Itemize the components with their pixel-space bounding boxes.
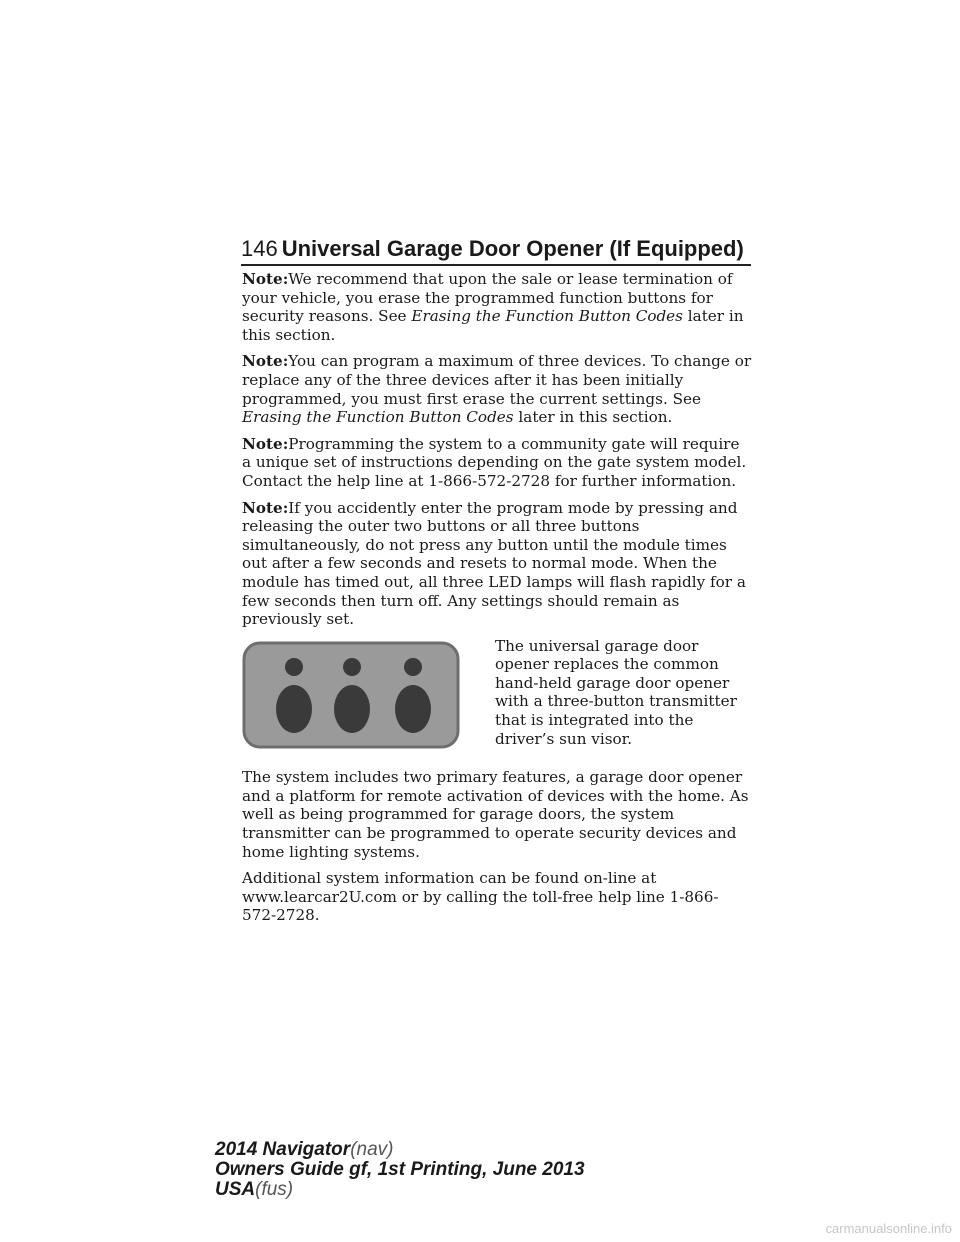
- figure-caption: The universal garage door opener replaces the common hand-held garage door opener with a three-button transmitter that is integrated into the driver’s sun visor.: [495, 636, 737, 748]
- cross-reference-link[interactable]: Erasing the Function Button Codes: [411, 307, 683, 326]
- note-text: If you accidently enter the program mode by pressing and releasing the outer two buttons or all three buttons simultaneously, do not press any button until the module times out after a few seconds and resets to normal mode. When the module has timed out, all three LED lamps will flash rapidly for a few seconds then turn off. Any settings should remain as previously set.: [242, 498, 746, 629]
- note-text: later in this section.: [242, 307, 744, 344]
- function-button-2[interactable]: [334, 685, 370, 733]
- note-text: later in this section.: [513, 408, 673, 427]
- figure-row: [242, 637, 752, 757]
- footer-line: [215, 1140, 585, 1160]
- footer-line: [215, 1160, 585, 1180]
- footer-model-code: (nav): [350, 1139, 394, 1160]
- body-paragraph: Additional system information can be found on-line at www.learcar2U.com or by calling the toll-free help line 1-866-572-2728.: [242, 869, 719, 925]
- note-paragraph: [242, 270, 752, 344]
- page-footer: [215, 1140, 585, 1200]
- note-label: Note:: [242, 270, 289, 288]
- footer-printing: Owners Guide gf, 1st Printing, June 2013: [215, 1159, 585, 1180]
- note-label: Note:: [242, 498, 289, 517]
- footer-line: [215, 1180, 585, 1200]
- note-text: Programming the system to a community gate will require a unique set of instructions depending on the gate system model. Contact the help line at 1-866-572-2728 for further information.: [242, 434, 747, 490]
- led-indicator-3-icon: [404, 658, 422, 676]
- page-header: [241, 230, 751, 266]
- note-paragraph: [242, 499, 752, 629]
- watermark: carmanualsonline.info: [825, 1221, 952, 1236]
- page-content: [242, 270, 752, 933]
- note-paragraph: [242, 435, 752, 491]
- note-label: Note:: [242, 434, 289, 453]
- footer-model: 2014 Navigator: [215, 1139, 351, 1160]
- note-text: You can program a maximum of three devices. To change or replace any of the three devices after it has been initially programmed, you must first erase the current settings. See: [242, 352, 752, 408]
- note-label: Note:: [242, 352, 289, 371]
- garage-opener-illustration: [242, 641, 460, 749]
- page-number: 146: [241, 236, 278, 261]
- figure-caption-column: [495, 637, 752, 757]
- function-button-1[interactable]: [276, 685, 312, 733]
- led-indicator-1-icon: [285, 658, 303, 676]
- note-paragraph: [242, 352, 752, 426]
- footer-market: USA: [215, 1179, 256, 1200]
- cross-reference-link[interactable]: Erasing the Function Button Codes: [242, 408, 514, 427]
- garage-opener-figure: [242, 637, 495, 754]
- function-button-3[interactable]: [395, 685, 431, 733]
- note-text: We recommend that upon the sale or lease termination of your vehicle, you erase the programmed function buttons for security reasons. See: [242, 270, 733, 326]
- led-indicator-2-icon: [343, 658, 361, 676]
- body-paragraph: The system includes two primary features, a garage door opener and a platform for remote activation of devices with the home. As well as being programmed for garage doors, the system transmitter can be programmed to operate security devices and home lighting systems.: [242, 768, 749, 861]
- page-title: Universal Garage Door Opener (If Equipped): [281, 236, 744, 261]
- footer-market-code: (fus): [255, 1179, 294, 1200]
